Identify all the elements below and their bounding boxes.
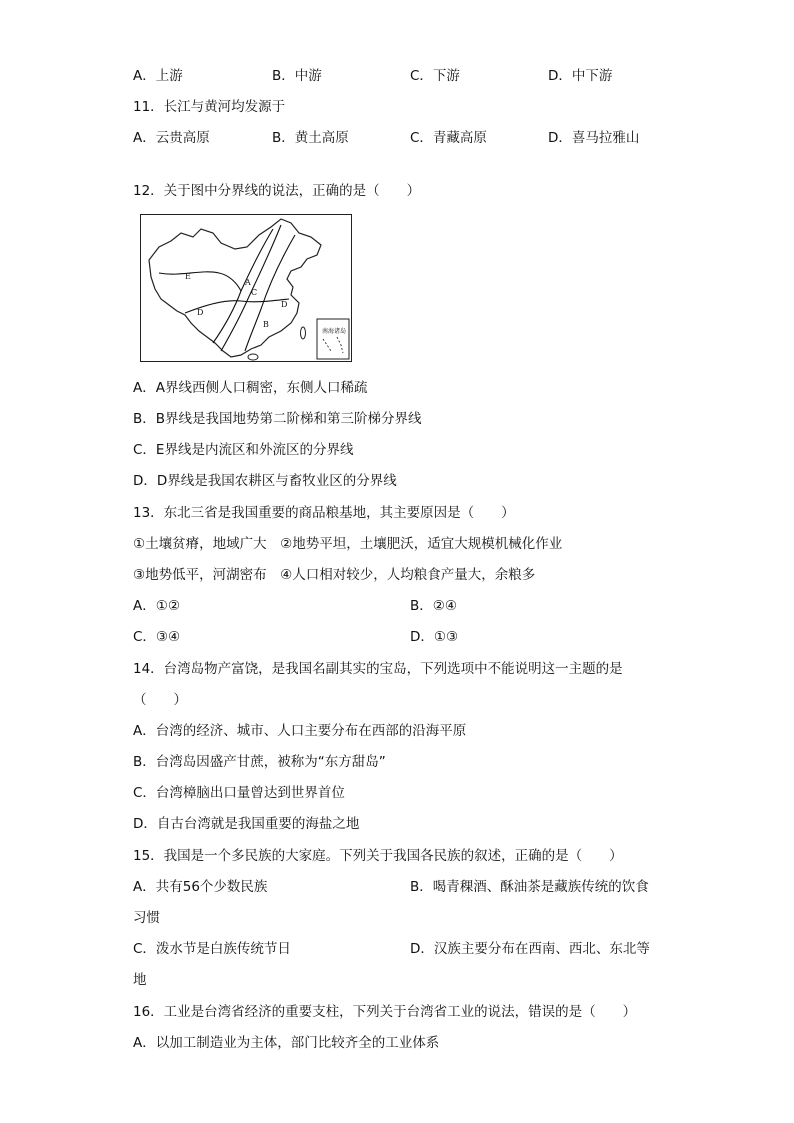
q15-option-b-line1: B．喝青稞酒、酥油茶是藏族传统的饮食 bbox=[410, 879, 649, 895]
q16-stem: 16．工业是台湾省经济的重要支柱，下列关于台湾省工业的说法，错误的是（ ） bbox=[133, 1004, 637, 1020]
q16-option-a: A．以加工制造业为主体，部门比较齐全的工业体系 bbox=[133, 1035, 440, 1051]
q13-option-d: D．①③ bbox=[410, 629, 459, 645]
q12-stem: 12．关于图中分界线的说法，正确的是（ ） bbox=[133, 183, 421, 199]
taiwan-island bbox=[301, 327, 306, 339]
q15-option-b-line2: 习惯 bbox=[133, 910, 160, 926]
q15-stem: 15．我国是一个多民族的大家庭。下列关于我国各民族的叙述，正确的是（ ） bbox=[133, 848, 623, 864]
q12-option-d: D．D界线是我国农耕区与畜牧业区的分界线 bbox=[133, 473, 397, 489]
china-boundary-map bbox=[140, 214, 352, 362]
q10-option-a: A．上游 bbox=[133, 68, 183, 84]
map-label-d-west: D bbox=[197, 308, 204, 317]
q13-stem: 13．东北三省是我国重要的商品粮基地，其主要原因是（ ） bbox=[133, 505, 515, 521]
south-china-sea-inset bbox=[317, 319, 349, 359]
q11-option-d: D．喜马拉雅山 bbox=[548, 130, 640, 146]
q14-option-b: B．台湾岛因盛产甘蔗，被称为“东方甜岛” bbox=[133, 754, 386, 770]
map-label-d-east: D bbox=[281, 300, 288, 309]
q11-stem: 11．长江与黄河均发源于 bbox=[133, 99, 286, 115]
q10-option-b: B．中游 bbox=[272, 68, 322, 84]
q11-option-c: C．青藏高原 bbox=[410, 130, 487, 146]
map-label-a: A bbox=[245, 278, 251, 287]
q13-option-c: C．③④ bbox=[133, 629, 181, 645]
q12-option-a: A．A界线西侧人口稠密，东侧人口稀疏 bbox=[133, 380, 368, 396]
q14-stem-line1: 14．台湾岛物产富饶，是我国名副其实的宝岛，下列选项中不能说明这一主题的是 bbox=[133, 661, 623, 677]
q15-option-d-line2: 地 bbox=[133, 972, 147, 988]
q10-option-d: D．中下游 bbox=[548, 68, 613, 84]
q13-items-line1: ①土壤贫瘠，地域广大 ②地势平坦，土壤肥沃，适宜大规模机械化作业 bbox=[133, 536, 563, 552]
q15-option-c: C．泼水节是白族传统节日 bbox=[133, 941, 291, 957]
q12-option-b: B．B界线是我国地势第二阶梯和第三阶梯分界线 bbox=[133, 411, 422, 427]
q13-option-a: A．①② bbox=[133, 598, 180, 614]
china-outline bbox=[149, 219, 321, 357]
inset-label: 南海诸岛 bbox=[322, 328, 347, 335]
q11-option-a: A．云贵高原 bbox=[133, 130, 210, 146]
hainan-island bbox=[248, 354, 258, 360]
q14-option-d: D．自古台湾就是我国重要的海盐之地 bbox=[133, 816, 360, 832]
boundary-line-e bbox=[159, 272, 241, 291]
map-label-c: C bbox=[251, 288, 258, 297]
q14-option-c: C．台湾樟脑出口量曾达到世界首位 bbox=[133, 785, 345, 801]
q15-option-d-line1: D．汉族主要分布在西南、西北、东北等 bbox=[410, 941, 650, 957]
q13-option-b: B．②④ bbox=[410, 598, 457, 614]
map-label-b: B bbox=[263, 320, 269, 329]
q13-items-line2: ③地势低平，河湖密布 ④人口相对较少，人均粮食产量大，余粮多 bbox=[133, 567, 536, 583]
china-map-svg bbox=[141, 215, 353, 363]
map-label-e: E bbox=[185, 272, 191, 281]
q10-option-c: C．下游 bbox=[410, 68, 460, 84]
q14-stem-line2: （ ） bbox=[133, 692, 187, 708]
q11-option-b: B．黄土高原 bbox=[272, 130, 349, 146]
q14-option-a: A．台湾的经济、城市、人口主要分布在西部的沿海平原 bbox=[133, 723, 467, 739]
q15-option-a: A．共有56个少数民族 bbox=[133, 879, 268, 895]
q12-option-c: C．E界线是内流区和外流区的分界线 bbox=[133, 442, 354, 458]
